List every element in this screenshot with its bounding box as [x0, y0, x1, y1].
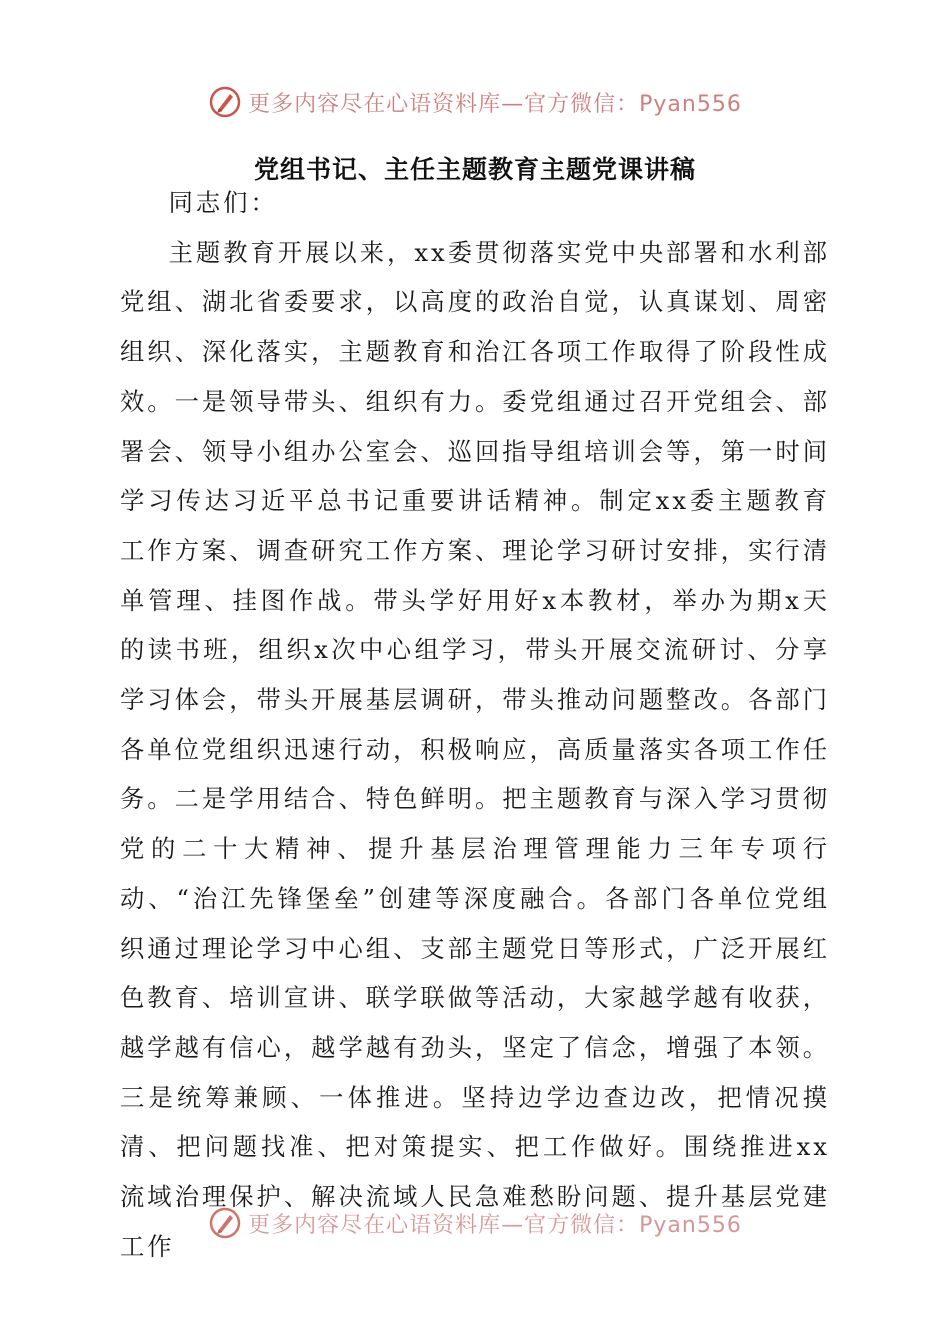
- pen-heart-logo-icon: [208, 1206, 242, 1240]
- watermark-text: 更多内容尽在心语资料库—官方微信：Pyan556: [248, 1212, 742, 1238]
- footer-watermark: [0, 1203, 950, 1243]
- document-title: 党组书记、主任主题教育主题党课讲稿: [253, 155, 696, 184]
- body-paragraph: 主题教育开展以来，xx委贯彻落实党中央部署和水利部党组、湖北省委要求，以高度的政治自觉，认真谋划、周密组织、深化落实，主题教育和治江各项工作取得了阶段性成效。一是领导带头、组织有力。委党组通过召开党组会、部署会、领导小组办公室会、巡回指导组培训会等，第一时间学习传达习近平总书记重要讲话精神。制定xx委主题教育工作方案、调查研究工作方案、理论学习研讨安排，实行清单管理、挂图作战。带头学好用好x本教材，举办为期x天的读书班，组织x次中心组学习，带头开展交流研讨、分享学习体会，带头开展基层调研，带头推动问题整改。各部门各单位党组织迅速行动，积极响应，高质量落实各项工作任务。二是学用结合、特色鲜明。把主题教育与深入学习贯彻党的二十大精神、提升基层治理管理能力三年专项行动、“治江先锋堡垒”创建等深度融合。各部门各单位党组织通过理论学习中心组、支部主题党日等形式，广泛开展红色教育、培训宣讲、联学联做等活动，大家越学越有收获，越学越有信心，越学越有劲头，坚定了信念，增强了本领。三是统筹兼顾、一体推进。坚持边学边查边改，把情况摸清、把问题找准、把对策提实、把工作做好。围绕推进xx流域治理保护、解决流域人民急难愁盼问题、提升基层党建工作: [120, 237, 830, 1261]
- header-watermark: [0, 82, 950, 122]
- document-body: [120, 178, 830, 1271]
- salutation: 同志们：: [168, 188, 278, 217]
- pen-heart-logo-icon: [208, 85, 242, 119]
- watermark-text: 更多内容尽在心语资料库—官方微信：Pyan556: [248, 91, 742, 117]
